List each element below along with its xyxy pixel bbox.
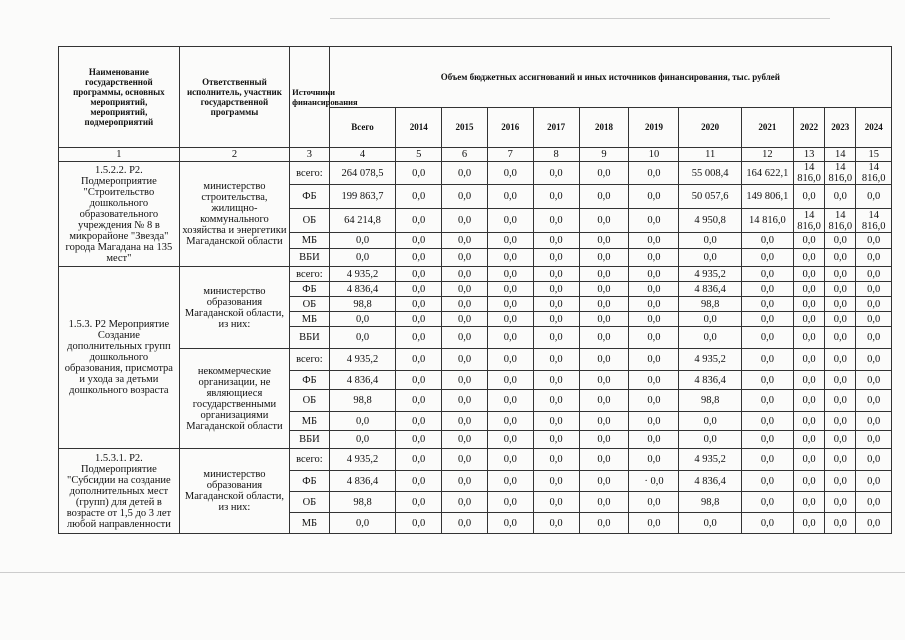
table-row xyxy=(59,449,892,471)
year-value: 0,0 xyxy=(825,312,856,327)
year-value: 0,0 xyxy=(533,492,579,513)
header-year-2018: 2018 xyxy=(579,107,629,147)
executor-name: министерство образования Магаданской области, из них: xyxy=(179,449,289,534)
year-value: 0,0 xyxy=(533,297,579,312)
header-year-2021: 2021 xyxy=(741,107,793,147)
year-value: 0,0 xyxy=(533,327,579,349)
year-value: 0,0 xyxy=(629,162,679,185)
year-value: 0,0 xyxy=(856,349,892,371)
year-value: 0,0 xyxy=(579,249,629,267)
column-number: 13 xyxy=(793,148,824,162)
year-value: 0,0 xyxy=(442,412,488,431)
year-value: 0,0 xyxy=(442,233,488,249)
year-value: 0,0 xyxy=(856,312,892,327)
total-value: 98,8 xyxy=(329,390,396,412)
table-row xyxy=(59,267,892,282)
year-value: 0,0 xyxy=(442,209,488,233)
budget-allocation-table xyxy=(58,46,892,534)
year-value: 0,0 xyxy=(629,249,679,267)
total-value: 0,0 xyxy=(329,249,396,267)
column-number: 14 xyxy=(825,148,856,162)
year-value: 0,0 xyxy=(442,327,488,349)
year-value: 0,0 xyxy=(396,267,442,282)
year-value: 0,0 xyxy=(825,513,856,534)
year-value: 0,0 xyxy=(856,449,892,471)
year-value: 0,0 xyxy=(793,349,824,371)
header-name: Наименование государственной программы, основных мероприятий, мероприятий, подмероприятий xyxy=(59,47,180,148)
year-value: 0,0 xyxy=(533,249,579,267)
year-value: 14 816,0 xyxy=(825,209,856,233)
year-value: 0,0 xyxy=(856,471,892,492)
year-value: 98,8 xyxy=(679,492,741,513)
year-value: 0,0 xyxy=(442,162,488,185)
year-value: 0,0 xyxy=(396,390,442,412)
year-value: 0,0 xyxy=(487,209,533,233)
total-value: 98,8 xyxy=(329,297,396,312)
year-value: 0,0 xyxy=(396,471,442,492)
year-value: 0,0 xyxy=(856,371,892,390)
year-value: 0,0 xyxy=(579,185,629,209)
year-value: 0,0 xyxy=(825,185,856,209)
year-value: 0,0 xyxy=(533,162,579,185)
funding-source: всего: xyxy=(290,162,330,185)
column-number: 8 xyxy=(533,148,579,162)
year-value: 0,0 xyxy=(579,431,629,449)
year-value: 0,0 xyxy=(856,431,892,449)
year-value: 0,0 xyxy=(487,513,533,534)
total-value: 0,0 xyxy=(329,412,396,431)
year-value: 0,0 xyxy=(793,492,824,513)
year-value: 0,0 xyxy=(793,249,824,267)
year-value: 0,0 xyxy=(579,492,629,513)
executor-name: министерство образования Магаданской области, из них: xyxy=(179,267,289,349)
year-value: 0,0 xyxy=(533,233,579,249)
column-number: 15 xyxy=(856,148,892,162)
year-value: 0,0 xyxy=(825,249,856,267)
year-value: 0,0 xyxy=(825,471,856,492)
year-value: 0,0 xyxy=(793,312,824,327)
year-value: 0,0 xyxy=(442,297,488,312)
year-value: 0,0 xyxy=(396,282,442,297)
year-value: 0,0 xyxy=(793,297,824,312)
year-value: 4 836,4 xyxy=(679,471,741,492)
year-value: 0,0 xyxy=(396,513,442,534)
year-value: 0,0 xyxy=(741,471,793,492)
year-value: 0,0 xyxy=(533,349,579,371)
year-value: 0,0 xyxy=(487,185,533,209)
year-value: 0,0 xyxy=(741,312,793,327)
year-value: 0,0 xyxy=(487,471,533,492)
year-value: 0,0 xyxy=(487,282,533,297)
year-value: 0,0 xyxy=(793,233,824,249)
year-value: 164 622,1 xyxy=(741,162,793,185)
funding-source: ОБ xyxy=(290,209,330,233)
year-value: 50 057,6 xyxy=(679,185,741,209)
funding-source: ВБИ xyxy=(290,249,330,267)
year-value: 0,0 xyxy=(741,513,793,534)
funding-source: всего: xyxy=(290,449,330,471)
year-value: 0,0 xyxy=(856,267,892,282)
total-value: 4 836,4 xyxy=(329,471,396,492)
year-value: 0,0 xyxy=(442,282,488,297)
total-value: 199 863,7 xyxy=(329,185,396,209)
year-value: 0,0 xyxy=(825,267,856,282)
year-value: 98,8 xyxy=(679,390,741,412)
year-value: 0,0 xyxy=(793,267,824,282)
total-value: 4 836,4 xyxy=(329,282,396,297)
funding-source: всего: xyxy=(290,267,330,282)
column-number: 4 xyxy=(329,148,396,162)
year-value: 0,0 xyxy=(487,267,533,282)
header-year-2024: 2024 xyxy=(856,107,892,147)
year-value: 0,0 xyxy=(793,282,824,297)
year-value: 0,0 xyxy=(487,297,533,312)
year-value: 0,0 xyxy=(579,312,629,327)
year-value: 0,0 xyxy=(741,249,793,267)
total-value: 0,0 xyxy=(329,327,396,349)
year-value: 0,0 xyxy=(533,267,579,282)
year-value: 0,0 xyxy=(793,371,824,390)
column-number: 5 xyxy=(396,148,442,162)
header-year-2019: 2019 xyxy=(629,107,679,147)
year-value: 0,0 xyxy=(533,371,579,390)
header-year-2023: 2023 xyxy=(825,107,856,147)
funding-source: всего: xyxy=(290,349,330,371)
year-value: 0,0 xyxy=(793,449,824,471)
executor-name: министерство строительства, жилищно-коммунального хозяйства и энергетики Магаданской области xyxy=(179,162,289,267)
year-value: 0,0 xyxy=(825,449,856,471)
year-value: 0,0 xyxy=(579,471,629,492)
year-value: 0,0 xyxy=(442,267,488,282)
year-value: 0,0 xyxy=(793,431,824,449)
year-value: 0,0 xyxy=(856,233,892,249)
column-number: 3 xyxy=(290,148,330,162)
year-value: 0,0 xyxy=(579,513,629,534)
funding-source: ОБ xyxy=(290,297,330,312)
year-value: 0,0 xyxy=(629,390,679,412)
year-value: 14 816,0 xyxy=(741,209,793,233)
year-value: 0,0 xyxy=(741,431,793,449)
year-value: 0,0 xyxy=(579,297,629,312)
year-value: 0,0 xyxy=(741,371,793,390)
column-number: 2 xyxy=(179,148,289,162)
year-value: 0,0 xyxy=(533,513,579,534)
year-value: 0,0 xyxy=(825,492,856,513)
year-value: 4 935,2 xyxy=(679,349,741,371)
year-value: · 0,0 xyxy=(629,471,679,492)
year-value: 0,0 xyxy=(679,412,741,431)
total-value: 264 078,5 xyxy=(329,162,396,185)
year-value: 0,0 xyxy=(579,162,629,185)
header-volume: Объем бюджетных ассигнований и иных источников финансирования, тыс. рублей xyxy=(329,47,891,108)
measure-name: 1.5.3. Р2 Мероприятие Создание дополнительных групп дошкольного образования, присмотра и ухода за детьми дошкольного возраста xyxy=(59,267,180,449)
funding-source: ОБ xyxy=(290,390,330,412)
year-value: 0,0 xyxy=(856,492,892,513)
year-value: 0,0 xyxy=(579,209,629,233)
year-value: 0,0 xyxy=(629,185,679,209)
year-value: 0,0 xyxy=(487,371,533,390)
year-value: 0,0 xyxy=(533,282,579,297)
total-value: 0,0 xyxy=(329,513,396,534)
year-value: 4 935,2 xyxy=(679,449,741,471)
year-value: 0,0 xyxy=(533,449,579,471)
year-value: 0,0 xyxy=(856,185,892,209)
year-value: 0,0 xyxy=(629,513,679,534)
funding-source: МБ xyxy=(290,233,330,249)
year-value: 0,0 xyxy=(825,233,856,249)
year-value: 0,0 xyxy=(679,233,741,249)
year-value: 0,0 xyxy=(487,312,533,327)
total-value: 0,0 xyxy=(329,233,396,249)
year-value: 14 816,0 xyxy=(793,162,824,185)
year-value: 0,0 xyxy=(396,209,442,233)
year-value: 0,0 xyxy=(793,390,824,412)
year-value: 0,0 xyxy=(396,349,442,371)
header-year-2020: 2020 xyxy=(679,107,741,147)
year-value: 0,0 xyxy=(442,513,488,534)
year-value: 0,0 xyxy=(856,297,892,312)
year-value: 0,0 xyxy=(741,282,793,297)
measure-name: 1.5.2.2. Р2. Подмероприятие "Строительство дошкольного образовательного учреждения № 8 в микрорайоне "Звезда" города Магадана на 135 мест" xyxy=(59,162,180,267)
year-value: 0,0 xyxy=(533,471,579,492)
year-value: 0,0 xyxy=(533,312,579,327)
year-value: 0,0 xyxy=(442,349,488,371)
funding-source: МБ xyxy=(290,312,330,327)
year-value: 0,0 xyxy=(825,431,856,449)
year-value: 0,0 xyxy=(825,282,856,297)
total-value: 4 836,4 xyxy=(329,371,396,390)
year-value: 0,0 xyxy=(533,431,579,449)
year-value: 0,0 xyxy=(533,185,579,209)
year-value: 0,0 xyxy=(396,371,442,390)
year-value: 0,0 xyxy=(741,390,793,412)
year-value: 0,0 xyxy=(856,513,892,534)
header-source: Источники финансирования xyxy=(290,47,330,148)
year-value: 0,0 xyxy=(629,233,679,249)
year-value: 4 836,4 xyxy=(679,282,741,297)
year-value: 0,0 xyxy=(856,327,892,349)
year-value: 0,0 xyxy=(825,390,856,412)
year-value: 0,0 xyxy=(487,249,533,267)
year-value: 0,0 xyxy=(679,249,741,267)
year-value: 0,0 xyxy=(487,233,533,249)
column-number: 10 xyxy=(629,148,679,162)
year-value: 0,0 xyxy=(629,449,679,471)
year-value: 0,0 xyxy=(629,327,679,349)
header-year-2017: 2017 xyxy=(533,107,579,147)
year-value: 0,0 xyxy=(579,267,629,282)
year-value: 0,0 xyxy=(741,412,793,431)
year-value: 0,0 xyxy=(825,327,856,349)
top-scan-line xyxy=(330,18,830,19)
year-value: 0,0 xyxy=(396,327,442,349)
table-row xyxy=(59,349,892,371)
funding-source: ФБ xyxy=(290,185,330,209)
year-value: 14 816,0 xyxy=(856,209,892,233)
table-row xyxy=(59,162,892,185)
year-value: 0,0 xyxy=(579,412,629,431)
funding-source: ВБИ xyxy=(290,327,330,349)
year-value: 0,0 xyxy=(396,297,442,312)
funding-source: ОБ xyxy=(290,492,330,513)
year-value: 0,0 xyxy=(679,312,741,327)
year-value: 0,0 xyxy=(629,267,679,282)
column-number: 7 xyxy=(487,148,533,162)
year-value: 0,0 xyxy=(793,185,824,209)
total-value: 4 935,2 xyxy=(329,449,396,471)
year-value: 0,0 xyxy=(856,282,892,297)
year-value: 0,0 xyxy=(825,297,856,312)
funding-source: ФБ xyxy=(290,371,330,390)
year-value: 0,0 xyxy=(629,297,679,312)
year-value: 0,0 xyxy=(856,249,892,267)
year-value: 0,0 xyxy=(741,267,793,282)
year-value: 0,0 xyxy=(741,349,793,371)
year-value: 0,0 xyxy=(579,233,629,249)
funding-source: МБ xyxy=(290,513,330,534)
year-value: 0,0 xyxy=(741,297,793,312)
year-value: 0,0 xyxy=(629,412,679,431)
year-value: 0,0 xyxy=(487,390,533,412)
year-value: 149 806,1 xyxy=(741,185,793,209)
year-value: 0,0 xyxy=(793,327,824,349)
year-value: 0,0 xyxy=(442,431,488,449)
year-value: 0,0 xyxy=(442,312,488,327)
measure-name: 1.5.3.1. Р2. Подмероприятие "Субсидии на создание дополнительных мест (групп) для детей в возрасте от 1,5 до 3 лет любой направленности xyxy=(59,449,180,534)
total-value: 4 935,2 xyxy=(329,349,396,371)
total-value: 98,8 xyxy=(329,492,396,513)
year-value: 4 950,8 xyxy=(679,209,741,233)
header-year-2016: 2016 xyxy=(487,107,533,147)
column-number: 1 xyxy=(59,148,180,162)
year-value: 0,0 xyxy=(487,412,533,431)
year-value: 0,0 xyxy=(679,513,741,534)
year-value: 0,0 xyxy=(396,312,442,327)
funding-source: ВБИ xyxy=(290,431,330,449)
total-value: 64 214,8 xyxy=(329,209,396,233)
column-number: 12 xyxy=(741,148,793,162)
year-value: 0,0 xyxy=(579,282,629,297)
year-value: 0,0 xyxy=(579,449,629,471)
year-value: 14 816,0 xyxy=(825,162,856,185)
header-executor: Ответственный исполнитель, участник государственной программы xyxy=(179,47,289,148)
year-value: 0,0 xyxy=(396,492,442,513)
year-value: 4 836,4 xyxy=(679,371,741,390)
year-value: 0,0 xyxy=(629,312,679,327)
year-value: 0,0 xyxy=(396,162,442,185)
year-value: 0,0 xyxy=(579,327,629,349)
year-value: 0,0 xyxy=(579,349,629,371)
year-value: 14 816,0 xyxy=(856,162,892,185)
total-value: 0,0 xyxy=(329,312,396,327)
year-value: 0,0 xyxy=(442,492,488,513)
year-value: 0,0 xyxy=(629,209,679,233)
funding-source: ФБ xyxy=(290,471,330,492)
year-value: 0,0 xyxy=(629,282,679,297)
year-value: 0,0 xyxy=(629,492,679,513)
year-value: 0,0 xyxy=(629,371,679,390)
bottom-scan-line xyxy=(0,572,905,573)
year-value: 0,0 xyxy=(741,327,793,349)
year-value: 0,0 xyxy=(741,492,793,513)
year-value: 14 816,0 xyxy=(793,209,824,233)
year-value: 0,0 xyxy=(487,492,533,513)
year-value: 0,0 xyxy=(629,431,679,449)
year-value: 0,0 xyxy=(396,412,442,431)
year-value: 0,0 xyxy=(825,371,856,390)
year-value: 0,0 xyxy=(793,513,824,534)
year-value: 0,0 xyxy=(793,471,824,492)
year-value: 98,8 xyxy=(679,297,741,312)
year-value: 0,0 xyxy=(487,327,533,349)
year-value: 0,0 xyxy=(533,209,579,233)
header-year-2015: 2015 xyxy=(442,107,488,147)
year-value: 0,0 xyxy=(396,249,442,267)
year-value: 0,0 xyxy=(442,185,488,209)
year-value: 0,0 xyxy=(679,431,741,449)
year-value: 0,0 xyxy=(396,185,442,209)
year-value: 0,0 xyxy=(442,249,488,267)
column-number: 6 xyxy=(442,148,488,162)
year-value: 0,0 xyxy=(741,449,793,471)
header-total: Всего xyxy=(329,107,396,147)
year-value: 4 935,2 xyxy=(679,267,741,282)
year-value: 0,0 xyxy=(487,349,533,371)
year-value: 0,0 xyxy=(396,233,442,249)
year-value: 0,0 xyxy=(533,412,579,431)
year-value: 0,0 xyxy=(741,233,793,249)
year-value: 0,0 xyxy=(856,412,892,431)
total-value: 0,0 xyxy=(329,431,396,449)
year-value: 0,0 xyxy=(442,449,488,471)
year-value: 0,0 xyxy=(793,412,824,431)
year-value: 0,0 xyxy=(442,471,488,492)
header-year-2014: 2014 xyxy=(396,107,442,147)
year-value: 0,0 xyxy=(442,371,488,390)
column-number: 11 xyxy=(679,148,741,162)
year-value: 0,0 xyxy=(533,390,579,412)
year-value: 0,0 xyxy=(396,449,442,471)
year-value: 0,0 xyxy=(856,390,892,412)
year-value: 0,0 xyxy=(679,327,741,349)
year-value: 0,0 xyxy=(442,390,488,412)
column-number-row xyxy=(59,148,892,162)
funding-source: ФБ xyxy=(290,282,330,297)
year-value: 0,0 xyxy=(825,349,856,371)
column-number: 9 xyxy=(579,148,629,162)
year-value: 0,0 xyxy=(487,449,533,471)
year-value: 0,0 xyxy=(825,412,856,431)
funding-source: МБ xyxy=(290,412,330,431)
header-year-2022: 2022 xyxy=(793,107,824,147)
total-value: 4 935,2 xyxy=(329,267,396,282)
year-value: 0,0 xyxy=(629,349,679,371)
year-value: 55 008,4 xyxy=(679,162,741,185)
year-value: 0,0 xyxy=(579,390,629,412)
year-value: 0,0 xyxy=(396,431,442,449)
executor-name: некоммерческие организации, не являющиеся государственными организациями Магаданской области xyxy=(179,349,289,449)
year-value: 0,0 xyxy=(487,162,533,185)
year-value: 0,0 xyxy=(579,371,629,390)
year-value: 0,0 xyxy=(487,431,533,449)
